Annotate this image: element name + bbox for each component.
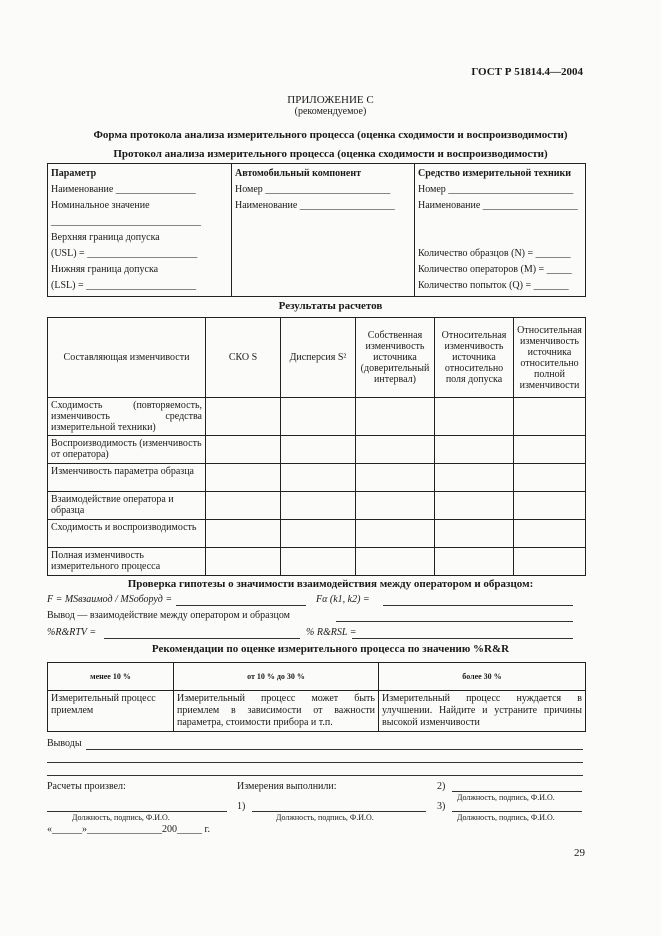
table-row xyxy=(48,398,586,436)
date-line[interactable]: «______»_______________200_____ г. xyxy=(47,824,210,835)
page-number: 29 xyxy=(574,847,585,859)
component-number-field[interactable]: Номер _________________________ xyxy=(235,184,391,195)
hypothesis-title: Проверка гипотезы о значимости взаимодействия между оператором и образцом: xyxy=(127,578,534,590)
table-cell[interactable] xyxy=(281,464,356,492)
calc-signature-line[interactable] xyxy=(47,801,227,812)
row-label-part-variation: Изменчивость параметра образца xyxy=(48,464,206,492)
table-cell[interactable] xyxy=(356,436,435,464)
table-cell[interactable] xyxy=(435,464,514,492)
instrument-name-field[interactable]: Наименование ___________________ xyxy=(418,200,578,211)
usl-field[interactable]: (USL) = ______________________ xyxy=(51,248,198,259)
table-cell[interactable] xyxy=(356,464,435,492)
component-heading: Автомобильный компонент xyxy=(235,168,362,179)
component-name-field[interactable]: Наименование ___________________ xyxy=(235,200,395,211)
f-value-field[interactable] xyxy=(176,594,306,606)
rr-sl-field[interactable] xyxy=(352,627,573,639)
table-cell[interactable] xyxy=(435,492,514,520)
f-label: F = MSвзаимод / MSоборуд = xyxy=(47,594,173,605)
param-name-field[interactable]: Наименование ________________ xyxy=(51,184,196,195)
results-header-own: Собственная изменчивость источника (доверительный интервал) xyxy=(356,318,435,398)
parameter-column xyxy=(48,164,232,297)
results-header-dispersion: Дисперсия S² xyxy=(281,318,356,398)
table-cell[interactable] xyxy=(281,398,356,436)
position-caption-1: Должность, подпись, Ф.И.О. xyxy=(276,813,374,822)
parameter-table xyxy=(47,163,586,297)
sign-number-1: 1) xyxy=(237,801,246,812)
nominal-field[interactable]: ______________________________ xyxy=(51,216,201,227)
rr-tv-field[interactable] xyxy=(104,627,300,639)
table-cell[interactable] xyxy=(281,520,356,548)
instrument-column xyxy=(415,164,586,297)
appendix-title: ПРИЛОЖЕНИЕ С xyxy=(287,94,374,106)
conclusions-line[interactable] xyxy=(86,739,583,750)
results-table xyxy=(47,317,586,576)
position-caption-3: Должность, подпись, Ф.И.О. xyxy=(457,813,555,822)
table-cell[interactable] xyxy=(356,398,435,436)
row-label-total: Полная изменчивость измерительного процесса xyxy=(48,548,206,576)
table-cell[interactable] xyxy=(435,548,514,576)
instrument-number-field[interactable]: Номер _________________________ xyxy=(418,184,574,195)
table-cell[interactable] xyxy=(356,492,435,520)
table-cell[interactable] xyxy=(435,520,514,548)
table-row xyxy=(48,548,586,576)
nominal-label: Номинальное значение xyxy=(51,200,150,211)
table-cell[interactable] xyxy=(435,398,514,436)
table-cell[interactable] xyxy=(206,398,281,436)
row-label-interaction: Взаимодействие оператора и образца xyxy=(48,492,206,520)
component-column xyxy=(232,164,415,297)
operators-count-field[interactable]: Количество операторов (M) = _____ xyxy=(418,264,572,275)
f-alpha-field[interactable] xyxy=(383,594,573,606)
table-cell[interactable] xyxy=(206,520,281,548)
conclusion-field[interactable] xyxy=(336,610,573,622)
row-label-reproducibility: Воспроизводимость (изменчивость от оператора) xyxy=(48,436,206,464)
parameter-heading: Параметр xyxy=(51,168,97,179)
rec-header-low: менее 10 % xyxy=(48,663,174,691)
calc-label: Расчеты произвел: xyxy=(47,781,126,792)
table-cell[interactable] xyxy=(514,464,586,492)
table-cell[interactable] xyxy=(206,492,281,520)
row-label-rr: Сходимость и воспроизводимость xyxy=(48,520,206,548)
conclusion-label: Вывод — взаимодействие между оператором и образцом xyxy=(47,610,290,621)
conclusions-label: Выводы xyxy=(47,738,82,749)
measure-label: Измерения выполнили: xyxy=(237,781,337,792)
table-row xyxy=(48,520,586,548)
conclusions-line[interactable] xyxy=(47,765,583,776)
position-caption-2: Должность, подпись, Ф.И.О. xyxy=(457,793,555,802)
document-code: ГОСТ Р 51814.4—2004 xyxy=(471,66,583,78)
table-cell[interactable] xyxy=(356,520,435,548)
protocol-title: Протокол анализа измерительного процесса (оценка сходимости и воспроизводимости) xyxy=(113,148,548,160)
results-header-rel-total: Относительная изменчивость источника относительно полной изменчивости xyxy=(514,318,586,398)
trials-count-field[interactable]: Количество попыток (Q) = _______ xyxy=(418,280,569,291)
sign-number-2: 2) xyxy=(437,781,446,792)
recommendations-table xyxy=(47,662,586,732)
form-title: Форма протокола анализа измерительного процесса (оценка сходимости и воспроизводимости) xyxy=(93,129,568,141)
usl-label: Верхняя граница допуска xyxy=(51,232,160,243)
table-cell[interactable] xyxy=(356,548,435,576)
table-row xyxy=(48,492,586,520)
signature-line-2[interactable] xyxy=(452,781,582,792)
results-header-sko: СКО S xyxy=(206,318,281,398)
table-cell[interactable] xyxy=(514,398,586,436)
table-row xyxy=(48,436,586,464)
rr-tv-label: %R&RTV = xyxy=(47,627,97,638)
rec-cell-mid: Измерительный процесс может быть приемлем в зависимости от важности параметра, стоимости прибора и т.п. xyxy=(174,691,379,732)
lsl-field[interactable]: (LSL) = ______________________ xyxy=(51,280,197,291)
table-cell[interactable] xyxy=(206,464,281,492)
rec-header-high: более 30 % xyxy=(379,663,586,691)
rec-cell-high: Измерительный процесс нуждается в улучшении. Найдите и устраните причины высокой изменчивости xyxy=(379,691,586,732)
samples-count-field[interactable]: Количество образцов (N) = _______ xyxy=(418,248,571,259)
instrument-heading: Средство измерительной техники xyxy=(418,168,572,179)
lsl-label: Нижняя граница допуска xyxy=(51,264,159,275)
appendix-subtitle: (рекомендуемое) xyxy=(294,106,367,117)
conclusions-line[interactable] xyxy=(47,752,583,763)
rr-sl-label: % R&RSL = xyxy=(306,627,357,638)
sign-number-3: 3) xyxy=(437,801,446,812)
table-cell[interactable] xyxy=(281,492,356,520)
results-header-rel-tolerance: Относительная изменчивость источника относительно поля допуска xyxy=(435,318,514,398)
table-cell[interactable] xyxy=(281,548,356,576)
table-cell[interactable] xyxy=(281,436,356,464)
rec-header-mid: от 10 % до 30 % xyxy=(174,663,379,691)
table-cell[interactable] xyxy=(514,520,586,548)
f-alpha-label: Fα (k1, k2) = xyxy=(316,594,370,605)
table-cell[interactable] xyxy=(206,436,281,464)
results-title: Результаты расчетов xyxy=(278,300,383,312)
signature-line-1[interactable] xyxy=(252,801,426,812)
rec-cell-low: Измерительный процесс приемлем xyxy=(48,691,174,732)
table-cell[interactable] xyxy=(435,436,514,464)
table-cell[interactable] xyxy=(514,436,586,464)
row-label-repeatability: Сходимость (повторяемость, изменчивость средства измерительной техники) xyxy=(48,398,206,436)
table-cell[interactable] xyxy=(206,548,281,576)
table-cell[interactable] xyxy=(514,548,586,576)
calc-position-caption: Должность, подпись, Ф.И.О. xyxy=(72,813,170,822)
table-cell[interactable] xyxy=(514,492,586,520)
signature-line-3[interactable] xyxy=(452,801,582,812)
recommendations-title: Рекомендации по оценке измерительного процесса по значению %R&R xyxy=(151,643,510,655)
results-header-component: Составляющая изменчивости xyxy=(48,318,206,398)
table-row xyxy=(48,464,586,492)
results-header-row xyxy=(48,318,586,398)
